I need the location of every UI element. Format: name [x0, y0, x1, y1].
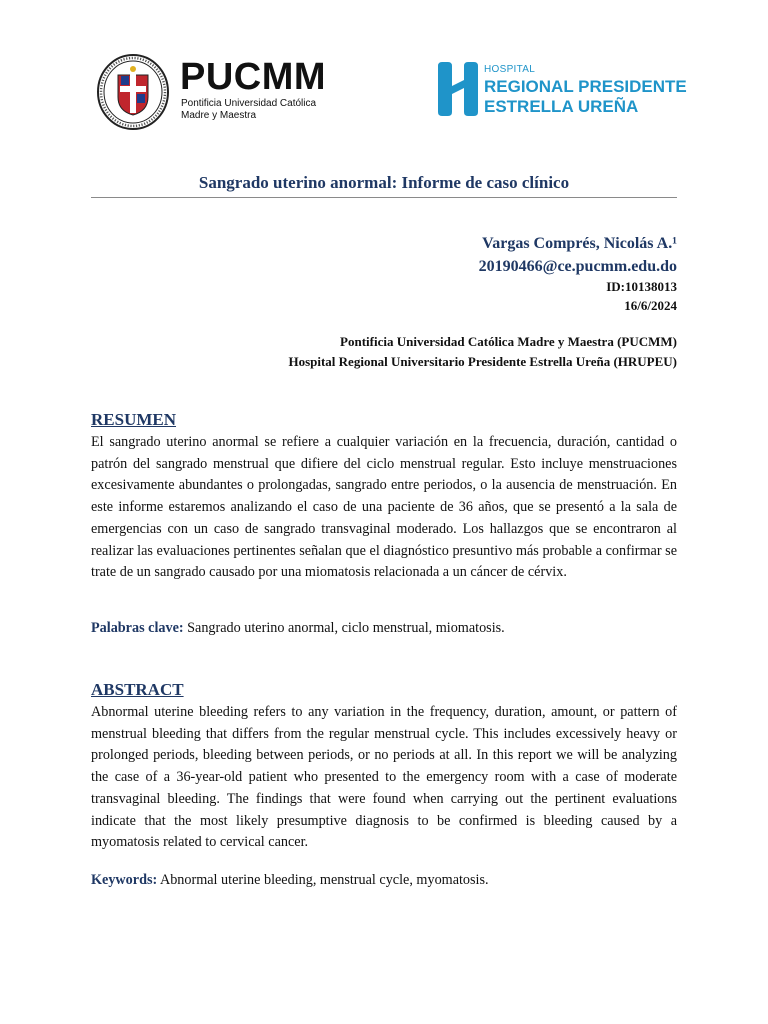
pucmm-subtitle-line2: Madre y Maestra — [181, 110, 257, 121]
pucmm-seal-logo — [96, 53, 170, 131]
page-header — [0, 0, 768, 150]
document-date: 16/6/2024 — [624, 298, 677, 313]
paper-title: Sangrado uterino anormal: Informe de caso clínico — [198, 173, 570, 192]
resumen-keywords-label: Palabras clave: — [91, 620, 184, 636]
hospital-name-line1: REGIONAL PRESIDENTE — [484, 77, 687, 96]
resumen-keywords — [91, 620, 677, 637]
resumen-keywords-text: Sangrado uterino anormal, ciclo menstrual, miomatosis. — [183, 620, 505, 636]
resumen-heading: RESUMEN — [91, 410, 177, 429]
pucmm-name: PUCMM — [180, 56, 327, 98]
hospital-h-logo — [436, 58, 486, 120]
author-id: ID:10138013 — [606, 279, 677, 294]
abstract-keywords-text: Abnormal uterine bleeding, menstrual cycle, myomatosis. — [157, 872, 489, 888]
hospital-label: HOSPITAL — [484, 64, 536, 75]
hospital-name-line2: ESTRELLA UREÑA — [484, 97, 639, 116]
pucmm-subtitle-line1: Pontificia Universidad Católica — [181, 98, 317, 109]
author-email: 20190466@ce.pucmm.edu.do — [478, 258, 677, 275]
affiliation-university: Pontificia Universidad Católica Madre y Maestra (PUCMM) — [340, 334, 677, 349]
abstract-body: Abnormal uterine bleeding refers to any variation in the frequency, duration, amount, or pattern of menstrual bleeding that differs from the regular menstrual cycle. This includes excessively heavy or prolonged periods, bleeding between periods, or no periods at all. In this report we will be analyzing the case of a 36-year-old patient who presented to the emergency room with a case of moderate transvaginal bleeding. The findings that were found when carrying out the pertinent evaluations indicate that the most likely presumptive diagnosis to be confirmed is bleeding caused by a myomatosis related to cervical cancer. — [91, 704, 677, 851]
abstract-keywords — [91, 872, 677, 889]
abstract-heading: ABSTRACT — [91, 680, 184, 699]
hospital-name — [484, 77, 687, 117]
resumen-body: El sangrado uterino anormal se refiere a cualquier variación en la frecuencia, duración, cantidad o patrón del sangrado menstrual que difiere del ciclo menstrual regular. Esto incluye menstruaciones excesivamente abundantes o prolongadas, sangrado entre periodos, o la ausencia de menstruación. En este informe estaremos analizando el caso de una paciente de 36 años, que se presentó a la sala de emergencias con un caso de sangrado transvaginal moderado. Los hallazgos que se encontraron al realizar las evaluaciones pertinentes señalan que el diagnóstico presuntivo más probable a confirmar se trate de un sangrado causado por una miomatosis relacionada a un cáncer de cérvix. — [91, 434, 677, 581]
title-divider — [91, 197, 677, 198]
abstract-keywords-label: Keywords: — [91, 872, 158, 888]
pucmm-subtitle — [181, 98, 316, 122]
affiliation-hospital: Hospital Regional Universitario Presidente Estrella Ureña (HRUPEU) — [288, 354, 677, 369]
author-name: Vargas Comprés, Nicolás A.¹ — [482, 235, 677, 252]
